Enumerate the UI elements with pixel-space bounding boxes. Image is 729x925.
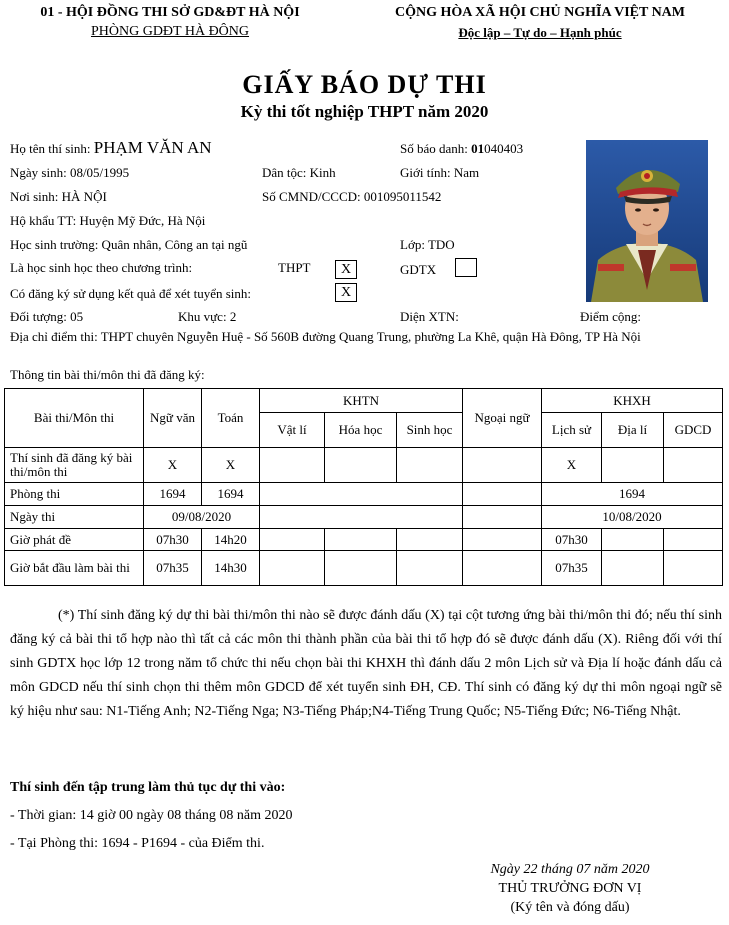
class: Lớp: TDO — [400, 237, 455, 252]
row-label-date: Ngày thi — [5, 506, 144, 529]
header-civic: GDCD — [664, 413, 723, 448]
date-foreign — [463, 506, 542, 529]
sbd-label: Số báo danh: — [400, 141, 468, 156]
start-history: 07h35 — [542, 551, 602, 586]
start-math: 14h30 — [202, 551, 260, 586]
document-title: GIẤY BÁO DỰ THI — [242, 70, 487, 99]
header-literature: Ngữ văn — [144, 389, 202, 448]
start-geography — [602, 551, 664, 586]
header-biology: Sinh học — [397, 413, 463, 448]
gender: Giới tính: Nam — [400, 165, 480, 180]
start-civic — [664, 551, 723, 586]
priority-group: Đối tượng: 05 — [10, 309, 84, 324]
header-khxh: KHXH — [542, 389, 723, 413]
distribution-math: 14h20 — [202, 529, 260, 551]
candidate-name-row — [10, 138, 212, 158]
start-biology — [397, 551, 463, 586]
distribution-chemistry — [325, 529, 397, 551]
ethnicity: Dân tộc: Kinh — [262, 165, 336, 180]
program-label: Là học sinh học theo chương trình: — [10, 260, 193, 275]
sbd-number: 040403 — [484, 141, 524, 156]
distribution-biology — [397, 529, 463, 551]
date-khtn — [260, 506, 463, 529]
header-physics: Vật lí — [260, 413, 325, 448]
subjects-label: Thông tin bài thi/môn thi đã đăng ký: — [10, 367, 205, 382]
register-label: Có đăng ký sử dụng kết quả để xét tuyển sinh: — [10, 286, 252, 301]
table-row — [5, 448, 723, 483]
signature-note: (Ký tên và đóng dấu) — [510, 900, 630, 915]
table-row — [5, 529, 723, 551]
room-math: 1694 — [202, 483, 260, 506]
distribution-history: 07h30 — [542, 529, 602, 551]
registered-math: X — [202, 448, 260, 483]
start-physics — [260, 551, 325, 586]
national-motto: Độc lập – Tự do – Hạnh phúc — [458, 25, 622, 40]
row-label-room: Phòng thi — [5, 483, 144, 506]
registered-civic — [664, 448, 723, 483]
header-math: Toán — [202, 389, 260, 448]
header-chemistry: Hóa học — [325, 413, 397, 448]
registered-chemistry — [325, 448, 397, 483]
row-label-registered: Thí sinh đã đăng ký bài thi/môn thi — [5, 448, 144, 483]
xtn: Diện XTN: — [400, 309, 459, 324]
registered-history: X — [542, 448, 602, 483]
gdtx-label: GDTX — [400, 262, 437, 277]
table-row — [5, 483, 723, 506]
signature-title: THỦ TRƯỞNG ĐƠN VỊ — [498, 881, 642, 896]
room-khxh: 1694 — [542, 483, 723, 506]
national-name: CỘNG HÒA XÃ HỘI CHỦ NGHĨA VIỆT NAM — [394, 5, 685, 20]
school: Học sinh trường: Quân nhân, Công an tại ngũ — [10, 237, 248, 252]
sbd-prefix: 01 — [471, 141, 485, 156]
portrait-icon — [586, 140, 708, 302]
header-foreign-language: Ngoại ngữ — [463, 389, 542, 448]
candidate-name: PHẠM VĂN AN — [93, 138, 212, 157]
start-foreign — [463, 551, 542, 586]
registered-biology — [397, 448, 463, 483]
bonus-points: Điểm cộng: — [580, 309, 642, 324]
row-label-distribution: Giờ phát đề — [5, 529, 144, 551]
marking-note: (*) Thí sinh đăng ký dự thi bài thi/môn thi nào sẽ được đánh dấu (X) tại cột tương ứng bài thi/môn thi đó; nếu thí sinh đăng ký cả bài thi tổ hợp nào thì tất cả các môn thi thành phần của bài thi tổ hợp đó sẽ được đánh dấu (X). Riêng đối với thí sinh GDTX học lớp 12 trong năm tổ chức thi nếu chọn bài thi KHXH thì đánh dấu 2 môn Lịch sử và Địa lí hoặc đánh dấu cả môn GDCD nếu thí sinh chọn thi thêm môn GDCD để xét tuyển sinh ĐH, CĐ. Thí sinh có đăng ký dự thi môn ngoại ngữ sẽ ký hiệu như sau: N1-Tiếng Anh; N2-Tiếng Nga; N3-Tiếng Pháp;N4-Tiếng Trung Quốc; N5-Tiếng Đức; N6-Tiếng Nhật. — [10, 608, 722, 719]
registered-geography — [602, 448, 664, 483]
id-card: Số CMND/CCCD: 001095011542 — [262, 189, 442, 204]
issuer-department: PHÒNG GDĐT HÀ ĐÔNG — [90, 24, 250, 39]
birthplace: Nơi sinh: HÀ NỘI — [10, 189, 107, 204]
distribution-civic — [664, 529, 723, 551]
room-foreign — [463, 483, 542, 506]
table-row — [5, 551, 723, 586]
date-day1: 09/08/2020 — [144, 506, 260, 529]
row-label-start: Giờ bắt đầu làm bài thi — [5, 551, 144, 586]
candidate-photo-icon — [586, 140, 708, 302]
date-day2: 10/08/2020 — [542, 506, 723, 529]
registered-literature: X — [144, 448, 202, 483]
registered-foreign — [463, 448, 542, 483]
distribution-literature: 07h30 — [144, 529, 202, 551]
document-subtitle: Kỳ thi tốt nghiệp THPT năm 2020 — [240, 102, 489, 121]
household: Hộ khẩu TT: Huyện Mỹ Đức, Hà Nội — [10, 213, 206, 228]
subjects-table — [4, 388, 723, 586]
thpt-checkbox: X — [335, 260, 357, 279]
thpt-label: THPT — [278, 260, 311, 275]
room-khtn — [260, 483, 463, 506]
room-literature: 1694 — [144, 483, 202, 506]
issuer-block — [10, 5, 330, 40]
gdtx-checkbox — [455, 258, 477, 277]
table-row — [5, 506, 723, 529]
header-geography: Địa lí — [602, 413, 664, 448]
distribution-foreign — [463, 529, 542, 551]
signature-date: Ngày 22 tháng 07 năm 2020 — [490, 862, 650, 877]
dob: Ngày sinh: 08/05/1995 — [10, 165, 130, 180]
start-literature: 07h35 — [144, 551, 202, 586]
header-khtn: KHTN — [260, 389, 463, 413]
header-subject: Bài thi/Môn thi — [5, 389, 144, 448]
gathering-room: - Tại Phòng thi: 1694 - P1694 - của Điểm thi. — [10, 836, 265, 851]
register-checkbox: X — [335, 283, 357, 302]
national-motto-block — [360, 5, 720, 41]
region: Khu vực: 2 — [178, 309, 237, 324]
gathering-title: Thí sinh đến tập trung làm thủ tục dự thi vào: — [10, 780, 286, 795]
distribution-geography — [602, 529, 664, 551]
issuer-council: 01 - HỘI ĐỒNG THI SỞ GD&ĐT HÀ NỘI — [40, 5, 300, 20]
exam-address: Địa chỉ điểm thi: THPT chuyên Nguyễn Huệ - Số 560B đường Quang Trung, phường La Khê, quận Hà Đông, TP Hà Nội — [10, 329, 641, 344]
gathering-time: - Thời gian: 14 giờ 00 ngày 08 tháng 08 năm 2020 — [10, 808, 293, 823]
sbd-row — [400, 141, 523, 157]
distribution-physics — [260, 529, 325, 551]
header-history: Lịch sử — [542, 413, 602, 448]
start-chemistry — [325, 551, 397, 586]
name-label: Họ tên thí sinh: — [10, 141, 91, 156]
registered-physics — [260, 448, 325, 483]
